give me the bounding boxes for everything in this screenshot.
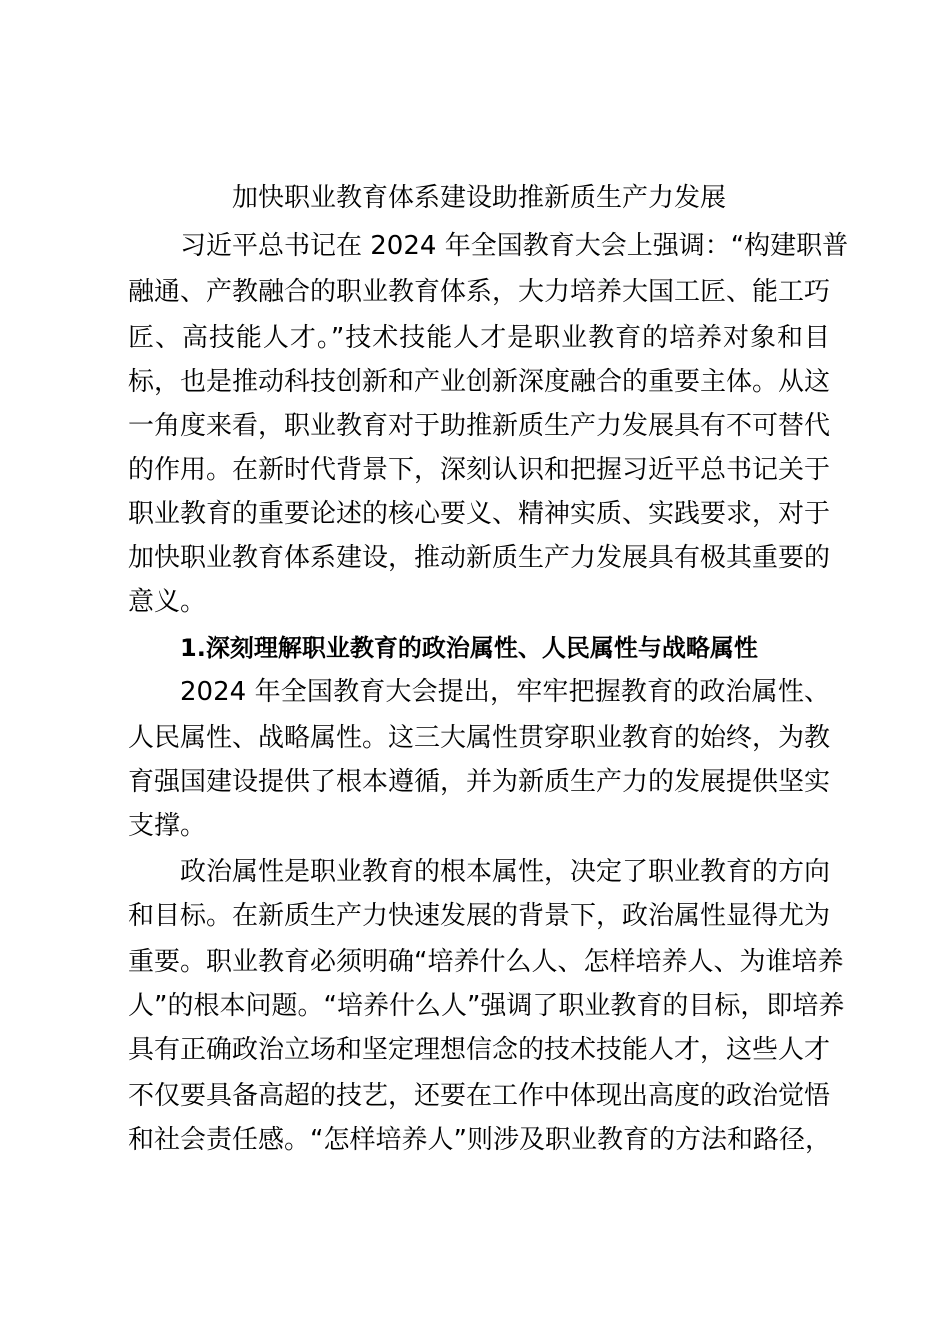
paragraph-1-line-5: 一角度来看，职业教育对于助推新质生产力发展具有不可替代	[128, 411, 831, 441]
paragraph-3-line-5: 具有正确政治立场和坚定理想信念的技术技能人才，这些人才	[128, 1035, 831, 1065]
paragraph-2-line-3: 育强国建设提供了根本遵循，并为新质生产力的发展提供坚实	[128, 767, 831, 797]
paragraph-3-line-2: 和目标。在新质生产力快速发展的背景下，政治属性显得尤为	[128, 901, 831, 931]
paragraph-1-line-6: 的作用。在新时代背景下，深刻认识和把握习近平总书记关于	[128, 455, 831, 485]
paragraph-3-line-4: 人”的根本问题。“培养什么人”强调了职业教育的目标，即培养	[128, 991, 845, 1021]
section-heading: 1.深刻理解职业教育的政治属性、人民属性与战略属性	[180, 634, 758, 662]
document-title: 加快职业教育体系建设助推新质生产力发展	[231, 183, 726, 213]
paragraph-2-line-4: 支撑。	[128, 811, 207, 841]
paragraph-3-line-1: 政治属性是职业教育的根本属性，决定了职业教育的方向	[180, 857, 831, 887]
paragraph-2-line-2: 人民属性、战略属性。这三大属性贯穿职业教育的始终，为教	[128, 723, 831, 753]
paragraph-3-line-7: 和社会责任感。“怎样培养人”则涉及职业教育的方法和路径，	[128, 1125, 831, 1155]
paragraph-1-line-7: 职业教育的重要论述的核心要义、精神实质、实践要求，对于	[128, 499, 831, 529]
paragraph-3-line-6: 不仅要具备高超的技艺，还要在工作中体现出高度的政治觉悟	[128, 1081, 831, 1111]
paragraph-1-line-1: 习近平总书记在 2024 年全国教育大会上强调：“构建职普	[180, 231, 849, 261]
paragraph-1-line-4: 标，也是推动科技创新和产业创新深度融合的重要主体。从这	[128, 367, 831, 397]
paragraph-3-line-3: 重要。职业教育必须明确“培养什么人、怎样培养人、为谁培养	[128, 947, 844, 977]
paragraph-2-line-1: 2024 年全国教育大会提出，牢牢把握教育的政治属性、	[180, 677, 830, 707]
paragraph-1-line-8: 加快职业教育体系建设，推动新质生产力发展具有极其重要的	[128, 543, 831, 573]
paragraph-1-line-9: 意义。	[128, 587, 207, 617]
paragraph-1-line-3: 匠、高技能人才。”技术技能人才是职业教育的培养对象和目	[128, 323, 830, 353]
paragraph-1-line-2: 融通、产教融合的职业教育体系，大力培养大国工匠、能工巧	[128, 277, 831, 307]
